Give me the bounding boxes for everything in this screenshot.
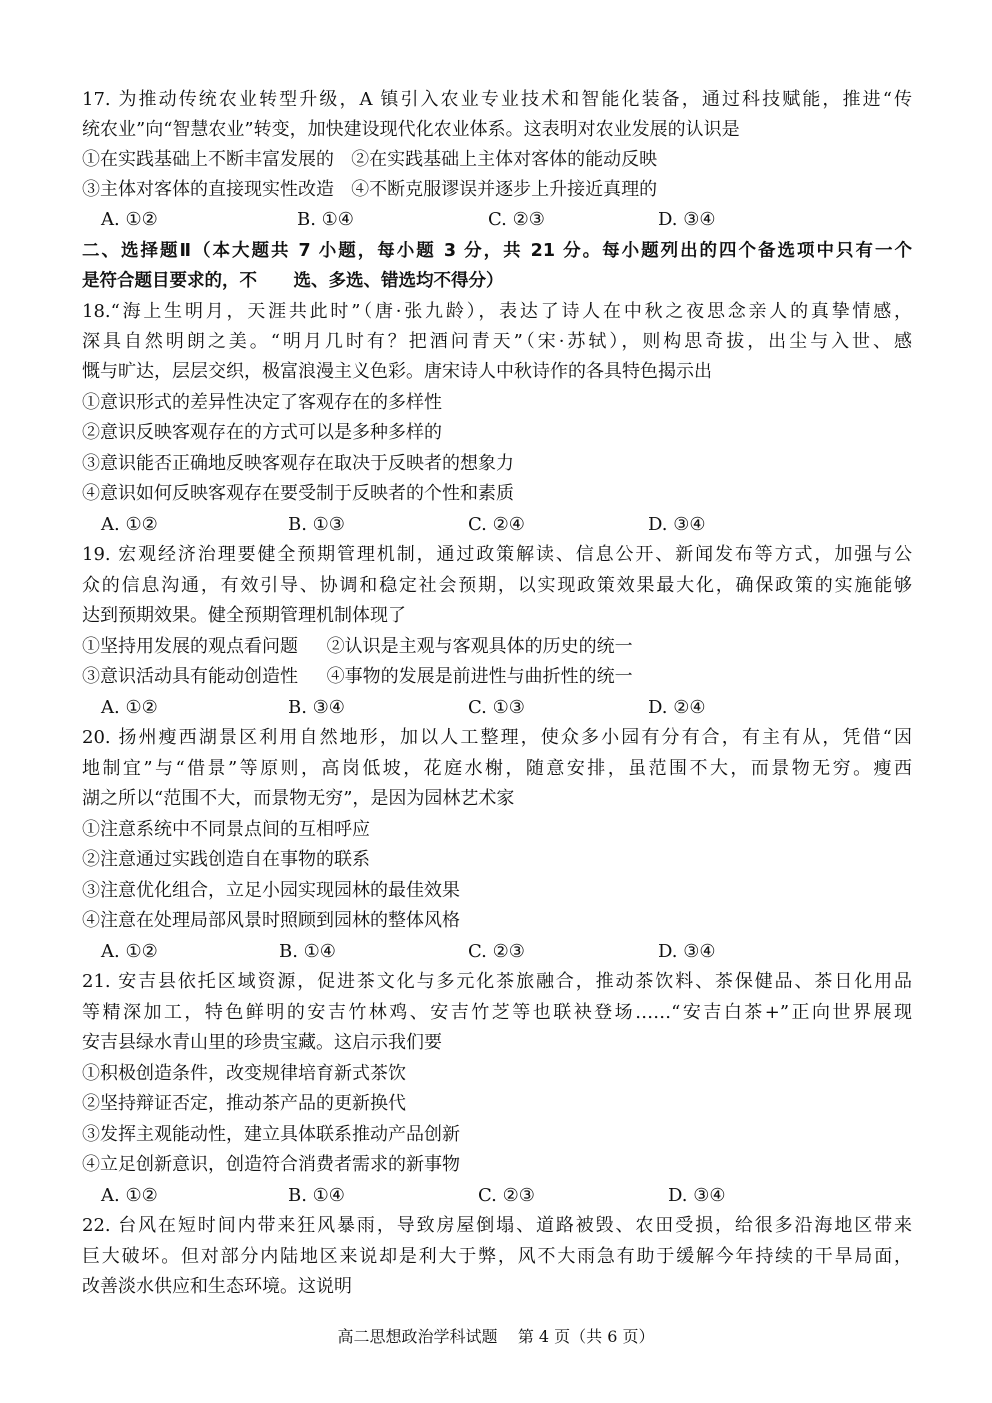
q18-option-a: A. ①② bbox=[101, 514, 158, 535]
page-footer: 高二思想政治学科试题 第 4 页（共 6 页） bbox=[337, 1327, 655, 1346]
q18-option-c: C. ②④ bbox=[468, 514, 525, 535]
q17-stem-line-2: 统农业”向“智慧农业”转变，加快建设现代化农业体系。这表明对农业发展的认识是 bbox=[82, 119, 740, 140]
q21-stem-line-1: 21. 安吉县依托区域资源，促进茶文化与多元化茶旅融合，推动茶饮料、茶保健品、茶日化用品 bbox=[82, 971, 912, 992]
q21-option-c: C. ②③ bbox=[478, 1185, 535, 1206]
q19-options bbox=[0, 693, 992, 723]
q18-stem-line-1: 18.“海上生明月，天涯共此时”（唐·张九龄），表达了诗人在中秋之夜思念亲人的真挚情感， bbox=[82, 301, 912, 322]
q22-stem-line-3: 改善淡水供应和生态环境。这说明 bbox=[82, 1276, 352, 1297]
q21-stem-line-2: 等精深加工，特色鲜明的安吉竹林鸡、安吉竹芝等也联袂登场……“安吉白茶+”正向世界展现 bbox=[82, 1002, 912, 1023]
q20-statement-3: ③注意优化组合，立足小园实现园林的最佳效果 bbox=[82, 880, 460, 901]
section-2-heading-line-1: 二、选择题Ⅱ（本大题共 7 小题，每小题 3 分，共 21 分。每小题列出的四个备选项中只有一个 bbox=[82, 241, 912, 261]
q19-option-d: D. ②④ bbox=[648, 697, 706, 718]
q21-statement-3: ③发挥主观能动性，建立具体联系推动产品创新 bbox=[82, 1124, 460, 1145]
q21-statement-2: ②坚持辩证否定，推动茶产品的更新换代 bbox=[82, 1093, 406, 1114]
q17-option-a: A. ①② bbox=[101, 209, 158, 230]
q17-option-d: D. ③④ bbox=[658, 209, 716, 230]
q20-stem-line-1: 20. 扬州瘦西湖景区利用自然地形，加以人工整理，使众多小园有分有合，有主有从，凭借“因 bbox=[82, 727, 912, 748]
q20-option-b: B. ①④ bbox=[279, 941, 336, 962]
q21-option-b: B. ①④ bbox=[288, 1185, 345, 1206]
q18-stem-line-3: 慨与旷达，层层交织，极富浪漫主义色彩。唐宋诗人中秋诗作的各具特色揭示出 bbox=[82, 361, 712, 382]
section-2-heading-line-2: 是符合题目要求的，不 选、多选、错选均不得分） bbox=[82, 271, 504, 291]
q17-option-b: B. ①④ bbox=[297, 209, 354, 230]
q21-option-d: D. ③④ bbox=[668, 1185, 726, 1206]
q19-statements-1: ①坚持用发展的观点看问题 ②认识是主观与客观具体的历史的统一 bbox=[82, 636, 633, 657]
q18-statement-1: ①意识形式的差异性决定了客观存在的多样性 bbox=[82, 392, 442, 413]
q18-stem-line-2: 深具自然明朗之美。“明月几时有？把酒问青天”（宋·苏轼），则构思奇拔，出尘与入世、感 bbox=[82, 331, 912, 352]
q18-statement-2: ②意识反映客观存在的方式可以是多种多样的 bbox=[82, 422, 442, 443]
q22-stem-line-1: 22. 台风在短时间内带来狂风暴雨，导致房屋倒塌、道路被毁、农田受损，给很多沿海地区带来 bbox=[82, 1215, 912, 1236]
q21-stem-line-3: 安吉县绿水青山里的珍贵宝藏。这启示我们要 bbox=[82, 1032, 442, 1053]
q20-statement-2: ②注意通过实践创造自在事物的联系 bbox=[82, 849, 370, 870]
q17-option-c: C. ②③ bbox=[488, 209, 545, 230]
q20-option-c: C. ②③ bbox=[468, 941, 525, 962]
q18-statement-3: ③意识能否正确地反映客观存在取决于反映者的想象力 bbox=[82, 453, 514, 474]
q22-stem-line-2: 巨大破坏。但对部分内陆地区来说却是利大于弊，风不大雨急有助于缓解今年持续的干旱局面， bbox=[82, 1246, 912, 1267]
q19-option-b: B. ③④ bbox=[288, 697, 345, 718]
q19-stem-line-1: 19. 宏观经济治理要健全预期管理机制，通过政策解读、信息公开、新闻发布等方式，加强与公 bbox=[82, 544, 912, 565]
q18-option-d: D. ③④ bbox=[648, 514, 706, 535]
q19-option-a: A. ①② bbox=[101, 697, 158, 718]
q17-options bbox=[0, 205, 992, 235]
q17-statements-2: ③主体对客体的直接现实性改造 ④不断克服谬误并逐步上升接近真理的 bbox=[82, 179, 658, 200]
q19-stem-line-2: 众的信息沟通，有效引导、协调和稳定社会预期，以实现政策效果最大化，确保政策的实施能够 bbox=[82, 575, 912, 596]
q19-option-c: C. ①③ bbox=[468, 697, 525, 718]
q17-stem-line-1: 17. 为推动传统农业转型升级，A 镇引入农业专业技术和智能化装备，通过科技赋能，推进“传 bbox=[82, 89, 912, 110]
q19-statements-2: ③意识活动具有能动创造性 ④事物的发展是前进性与曲折性的统一 bbox=[82, 666, 633, 687]
q20-stem-line-3: 湖之所以“范围不大，而景物无穷”，是因为园林艺术家 bbox=[82, 788, 515, 809]
q21-options bbox=[0, 1181, 992, 1211]
q17-statements-1: ①在实践基础上不断丰富发展的 ②在实践基础上主体对客体的能动反映 bbox=[82, 149, 658, 170]
q18-option-b: B. ①③ bbox=[288, 514, 345, 535]
q19-stem-line-3: 达到预期效果。健全预期管理机制体现了 bbox=[82, 605, 406, 626]
q18-options bbox=[0, 510, 992, 540]
q20-stem-line-2: 地制宜”与“借景”等原则，高岗低坡，花庭水榭，随意安排，虽范围不大，而景物无穷。瘦西 bbox=[82, 758, 912, 779]
q20-option-a: A. ①② bbox=[101, 941, 158, 962]
q21-statement-1: ①积极创造条件，改变规律培育新式茶饮 bbox=[82, 1063, 406, 1084]
q20-options bbox=[0, 937, 992, 967]
q18-statement-4: ④意识如何反映客观存在要受制于反映者的个性和素质 bbox=[82, 483, 514, 504]
q21-option-a: A. ①② bbox=[101, 1185, 158, 1206]
q20-option-d: D. ③④ bbox=[658, 941, 716, 962]
q21-statement-4: ④立足创新意识，创造符合消费者需求的新事物 bbox=[82, 1154, 460, 1175]
q20-statement-1: ①注意系统中不同景点间的互相呼应 bbox=[82, 819, 370, 840]
q20-statement-4: ④注意在处理局部风景时照顾到园林的整体风格 bbox=[82, 910, 460, 931]
